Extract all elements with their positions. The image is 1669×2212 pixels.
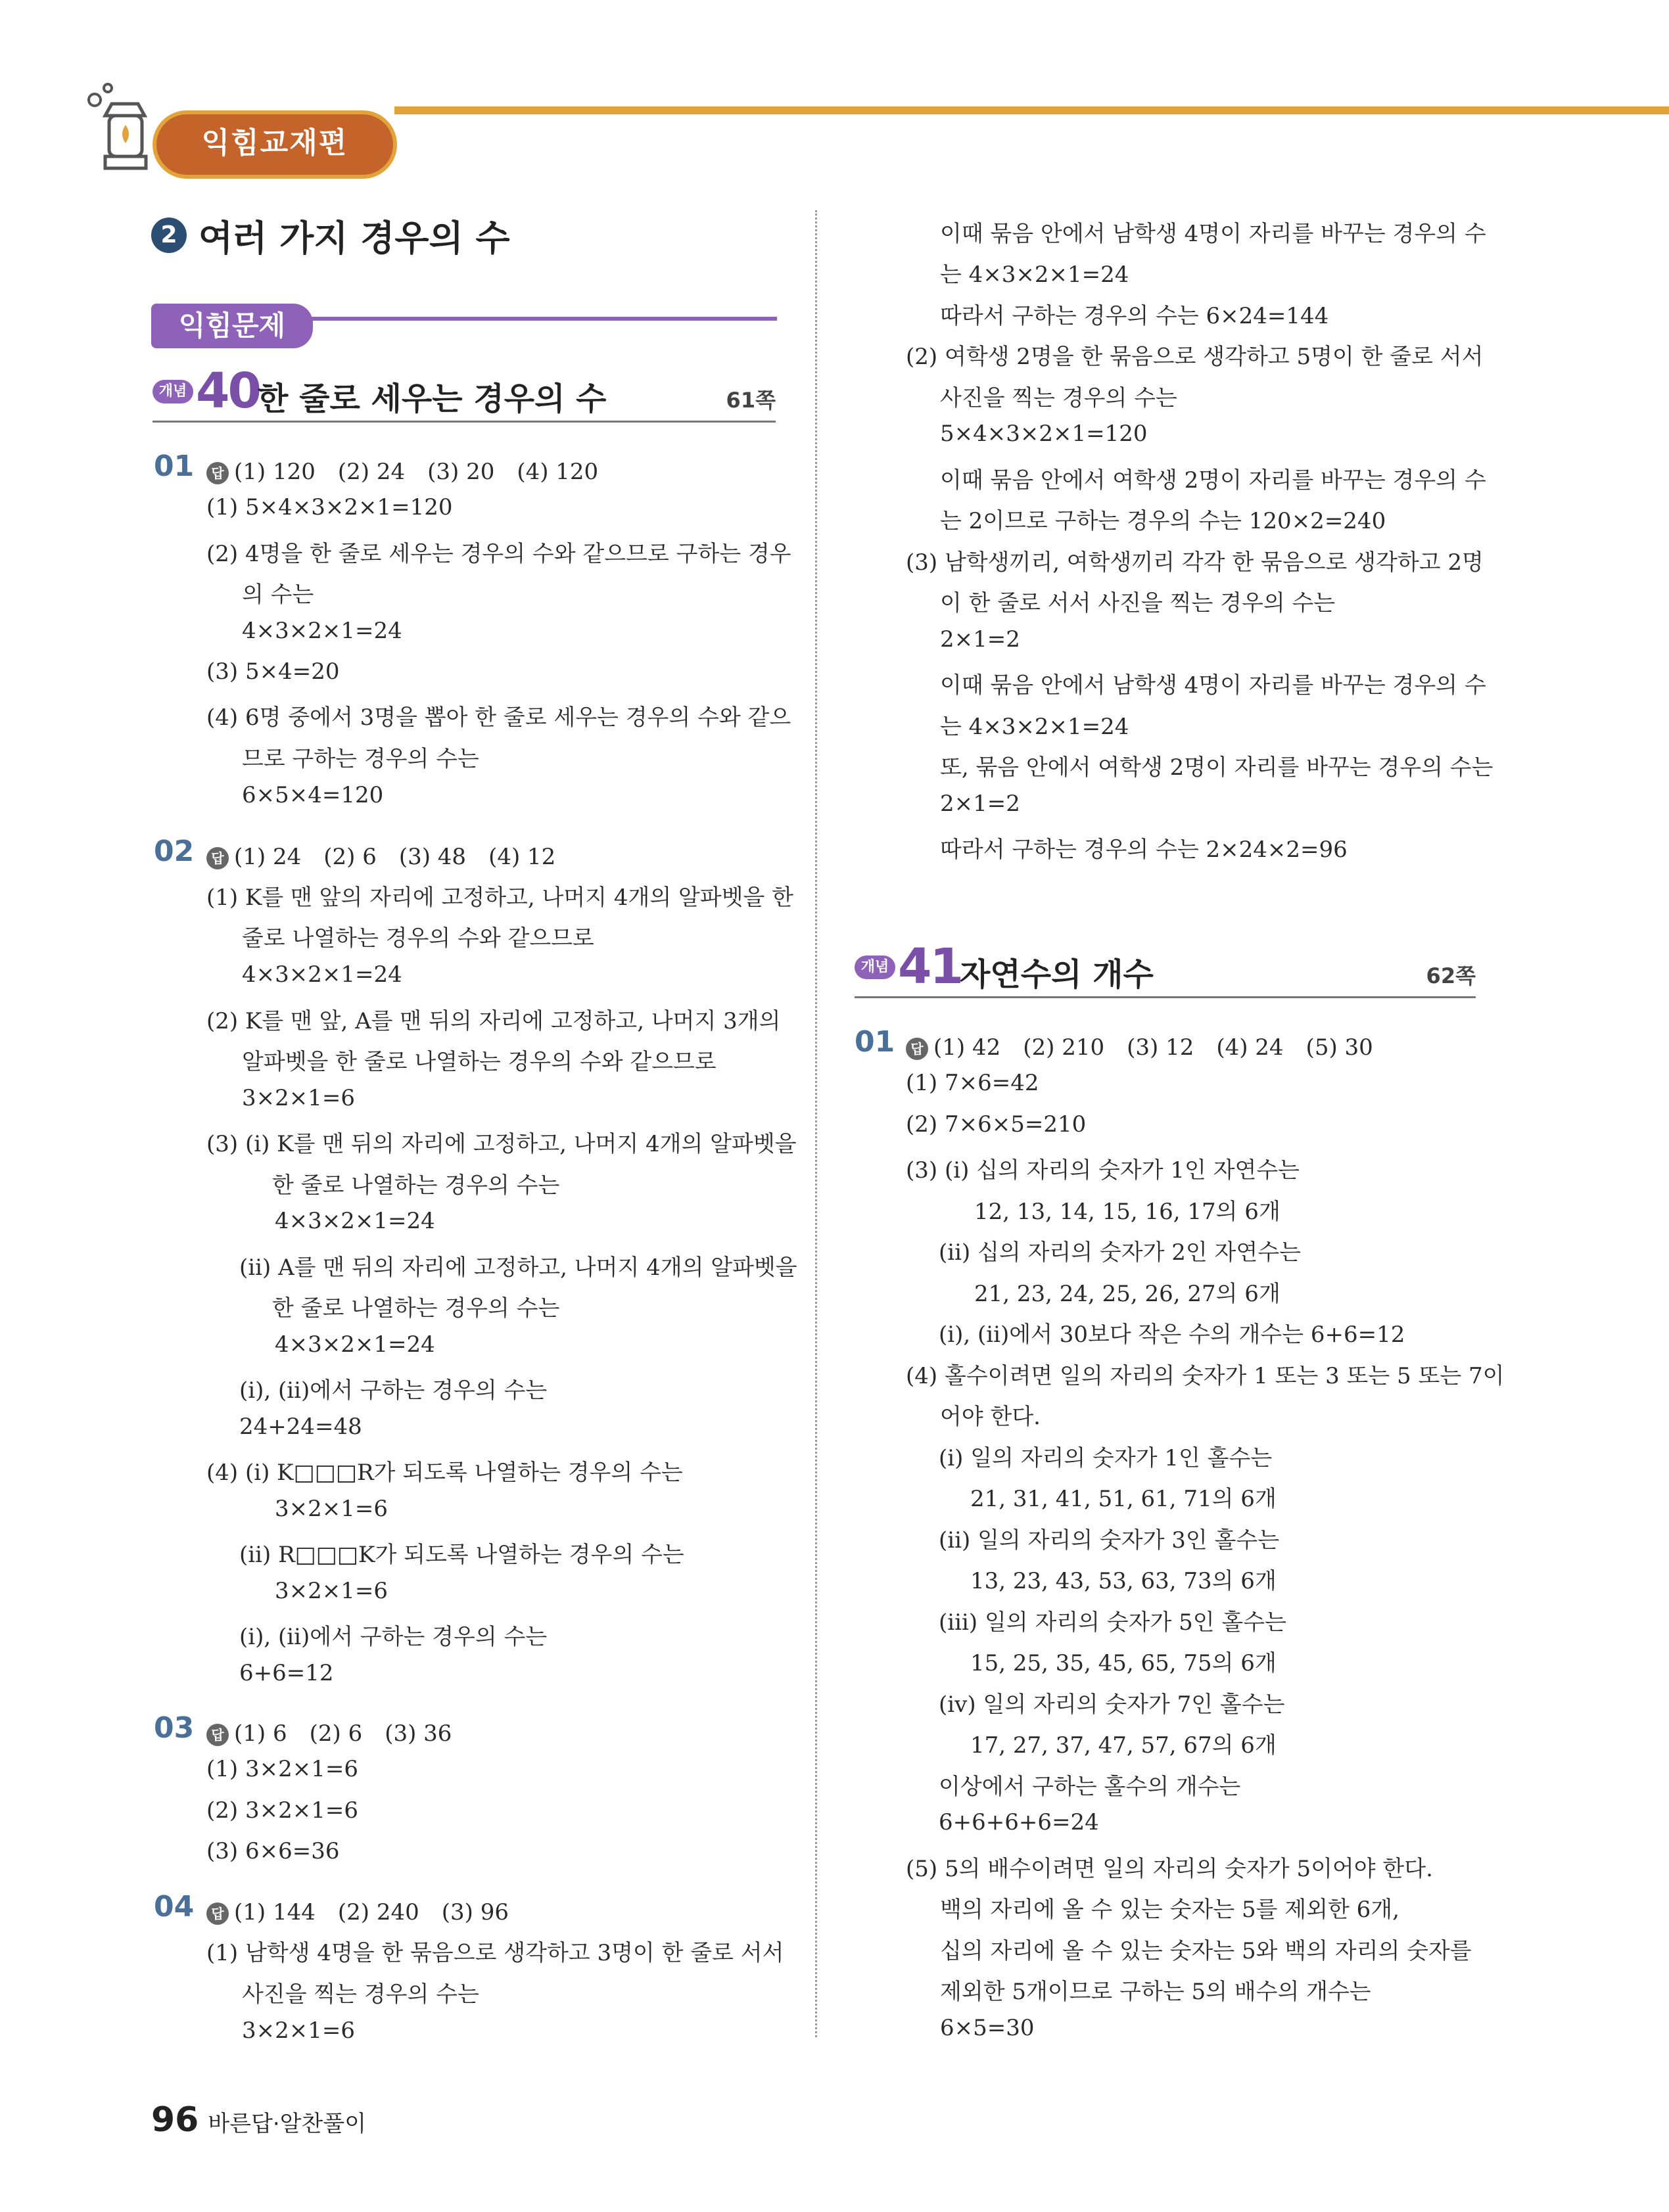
column-divider [815, 210, 817, 2037]
solution-line: 이때 묶음 안에서 남학생 4명이 자리를 바꾸는 경우의 수 [940, 221, 1486, 247]
solution-line: (ⅱ) A를 맨 뒤의 자리에 고정하고, 나머지 4개의 알파벳을 [239, 1255, 797, 1281]
problem-number: 01 [855, 1025, 895, 1059]
solution-line: 백의 자리에 올 수 있는 숫자는 5를 제외한 6개, [940, 1897, 1399, 1923]
solution-line: 따라서 구하는 경우의 수는 2×24×2=96 [940, 837, 1348, 863]
solution-line: 이 한 줄로 서서 사진을 찍는 경우의 수는 [940, 590, 1336, 616]
solution-line: (1) 7×6=42 [906, 1070, 1039, 1096]
concept-page: 62쪽 [1426, 963, 1476, 988]
solution-line: 는 2이므로 구하는 경우의 수는 120×2=240 [940, 508, 1386, 534]
solution-line: 사진을 찍는 경우의 수는 [940, 385, 1177, 411]
solution-line: (3) 남학생끼리, 여학생끼리 각각 한 묶음으로 생각하고 2명 [906, 549, 1484, 576]
solution-line: 어야 한다. [940, 1404, 1041, 1430]
solution-line: 한 줄로 나열하는 경우의 수는 [272, 1172, 560, 1199]
answer-text: (1) 144 (2) 240 (3) 96 [234, 1899, 509, 1925]
solution-line: (5) 5의 배수이려면 일의 자리의 숫자가 5이어야 한다. [906, 1856, 1433, 1882]
solution-line: (3) (ⅰ) 십의 자리의 숫자가 1인 자연수는 [906, 1157, 1300, 1184]
solution-line: 2×1=2 [940, 791, 1020, 817]
solution-line: 사진을 찍는 경우의 수는 [242, 1981, 479, 2008]
concept-number: 40 [196, 363, 260, 419]
solution-line: 5×4×3×2×1=120 [940, 421, 1148, 447]
solution-line: (ⅰ) 일의 자리의 숫자가 1인 홀수는 [939, 1445, 1273, 1471]
solution-line: (ⅲ) 일의 자리의 숫자가 5인 홀수는 [939, 1609, 1286, 1636]
solution-line: 는 4×3×2×1=24 [940, 714, 1129, 740]
solution-line: (2) 여학생 2명을 한 묶음으로 생각하고 5명이 한 줄로 서서 [906, 344, 1484, 370]
answer-badge-icon: 답 [206, 1724, 229, 1746]
section-title [151, 210, 510, 260]
answer-line [206, 839, 555, 871]
solution-line: 4×3×2×1=24 [242, 618, 402, 644]
solution-line: 6×5×4=120 [242, 782, 384, 808]
answer-text: (1) 42 (2) 210 (3) 12 (4) 24 (5) 30 [933, 1034, 1373, 1061]
solution-line: 알파벳을 한 줄로 나열하는 경우의 수와 같으므로 [242, 1049, 717, 1075]
solution-line: 17, 27, 37, 47, 57, 67의 6개 [970, 1732, 1277, 1759]
solution-line: 이때 묶음 안에서 남학생 4명이 자리를 바꾸는 경우의 수 [940, 672, 1486, 699]
solution-line: (ⅰ), (ⅱ)에서 30보다 작은 수의 개수는 6+6=12 [939, 1322, 1405, 1348]
solution-line: 또, 묶음 안에서 여학생 2명이 자리를 바꾸는 경우의 수는 [940, 754, 1493, 781]
practice-rule [309, 317, 777, 321]
banner-label: 익힘교재편 [201, 126, 348, 160]
answer-badge-icon: 답 [206, 1902, 229, 1925]
solution-line: 3×2×1=6 [242, 1085, 355, 1111]
concept-badge: 개념 [855, 956, 895, 979]
concept-header-40 [153, 365, 776, 423]
footer-title: 바른답·알찬풀이 [208, 2111, 367, 2137]
solution-line: (3) (ⅰ) K를 맨 뒤의 자리에 고정하고, 나머지 4개의 알파벳을 [206, 1131, 797, 1157]
solution-line: 제외한 5개이므로 구하는 5의 배수의 개수는 [940, 1979, 1371, 2005]
solution-line: (1) K를 맨 앞의 자리에 고정하고, 나머지 4개의 알파벳을 한 [206, 885, 793, 911]
concept-title: 자연수의 개수 [960, 956, 1154, 993]
solution-line: 의 수는 [242, 582, 314, 608]
section-number: 2 [151, 218, 187, 253]
solution-line: 21, 23, 24, 25, 26, 27의 6개 [974, 1281, 1281, 1307]
header-rule [394, 106, 1669, 114]
solution-line: (2) K를 맨 앞, A를 맨 뒤의 자리에 고정하고, 나머지 3개의 [206, 1008, 781, 1034]
solution-line: 이때 묶음 안에서 여학생 2명이 자리를 바꾸는 경우의 수 [940, 467, 1486, 494]
solution-line: 한 줄로 나열하는 경우의 수는 [272, 1295, 560, 1322]
answer-line [206, 1894, 509, 1926]
solution-line: 십의 자리에 올 수 있는 숫자는 5와 백의 자리의 숫자를 [940, 1938, 1472, 1964]
answer-badge-icon: 답 [206, 847, 229, 869]
answer-text: (1) 120 (2) 24 (3) 20 (4) 120 [234, 459, 599, 485]
solution-line: 는 4×3×2×1=24 [940, 262, 1129, 288]
solution-line: 줄로 나열하는 경우의 수와 같으므로 [242, 925, 594, 952]
solution-line: (4) 홀수이려면 일의 자리의 숫자가 1 또는 3 또는 5 또는 7이 [906, 1363, 1505, 1389]
answer-badge-icon: 답 [206, 462, 229, 484]
concept-title: 한 줄로 세우는 경우의 수 [258, 380, 607, 417]
solution-line: (1) 남학생 4명을 한 묶음으로 생각하고 3명이 한 줄로 서서 [206, 1940, 784, 1966]
problem-number: 03 [154, 1711, 195, 1745]
solution-line: 6×5=30 [940, 2015, 1035, 2041]
page-footer [151, 2100, 366, 2140]
solution-line: 13, 23, 43, 53, 63, 73의 6개 [970, 1568, 1277, 1594]
solution-line: 4×3×2×1=24 [275, 1208, 435, 1234]
solution-line: 6+6+6+6=24 [939, 1809, 1099, 1835]
problem-number: 04 [154, 1890, 195, 1924]
solution-line: 12, 13, 14, 15, 16, 17의 6개 [974, 1199, 1281, 1225]
solution-line: 24+24=48 [239, 1414, 362, 1440]
concept-header-41 [855, 938, 1476, 998]
solution-line: 6+6=12 [239, 1660, 334, 1686]
solution-line: 므로 구하는 경우의 수는 [242, 746, 479, 772]
answer-badge-icon: 답 [906, 1038, 928, 1060]
concept-page: 61쪽 [726, 388, 776, 413]
concept-badge: 개념 [153, 380, 193, 403]
answer-line [206, 1715, 452, 1747]
practice-label: 익힘문제 [151, 304, 313, 348]
concept-number: 41 [898, 938, 962, 995]
solution-line: 21, 31, 41, 51, 61, 71의 6개 [970, 1486, 1277, 1512]
solution-line: 3×2×1=6 [275, 1578, 388, 1604]
problem-number: 01 [154, 449, 195, 483]
solution-line: (1) 5×4×3×2×1=120 [206, 494, 453, 520]
answer-text: (1) 6 (2) 6 (3) 36 [234, 1720, 452, 1747]
solution-line: 4×3×2×1=24 [242, 961, 402, 988]
solution-line: (4) 6명 중에서 3명을 뽑아 한 줄로 세우는 경우의 수와 같으 [206, 704, 791, 731]
solution-line: (ⅱ) 일의 자리의 숫자가 3인 홀수는 [939, 1527, 1280, 1554]
solution-line: (2) 3×2×1=6 [206, 1797, 358, 1824]
answer-line [206, 453, 598, 486]
solution-line: 2×1=2 [940, 626, 1020, 653]
section-title-text: 여러 가지 경우의 수 [199, 217, 510, 259]
solution-line: 4×3×2×1=24 [275, 1331, 435, 1358]
solution-line: (1) 3×2×1=6 [206, 1756, 358, 1782]
solution-line: (ⅱ) 십의 자리의 숫자가 2인 자연수는 [939, 1239, 1301, 1266]
problem-number: 02 [154, 835, 195, 868]
page-number: 96 [151, 2100, 199, 2140]
answer-line [906, 1029, 1373, 1061]
solution-line: (ⅰ), (ⅱ)에서 구하는 경우의 수는 [239, 1624, 548, 1650]
solution-line: (ⅱ) R□□□K가 되도록 나열하는 경우의 수는 [239, 1542, 684, 1568]
solution-line: 3×2×1=6 [242, 2017, 355, 2044]
solution-line: (ⅳ) 일의 자리의 숫자가 7인 홀수는 [939, 1692, 1285, 1718]
lantern-icon [85, 78, 158, 183]
solution-line: 3×2×1=6 [275, 1496, 388, 1522]
solution-line: (2) 7×6×5=210 [906, 1111, 1087, 1138]
solution-line: (3) 5×4=20 [206, 658, 340, 685]
solution-line: (ⅰ), (ⅱ)에서 구하는 경우의 수는 [239, 1377, 548, 1404]
solution-line: (3) 6×6=36 [206, 1838, 340, 1864]
solution-line: (2) 4명을 한 줄로 세우는 경우의 수와 같으므로 구하는 경우 [206, 541, 791, 567]
solution-line: 이상에서 구하는 홀수의 개수는 [939, 1774, 1241, 1800]
solution-line: 15, 25, 35, 45, 65, 75의 6개 [970, 1650, 1277, 1676]
solution-line: 따라서 구하는 경우의 수는 6×24=144 [940, 303, 1329, 329]
solution-line: (4) (ⅰ) K□□□R가 되도록 나열하는 경우의 수는 [206, 1460, 683, 1486]
answer-text: (1) 24 (2) 6 (3) 48 (4) 12 [234, 844, 556, 870]
